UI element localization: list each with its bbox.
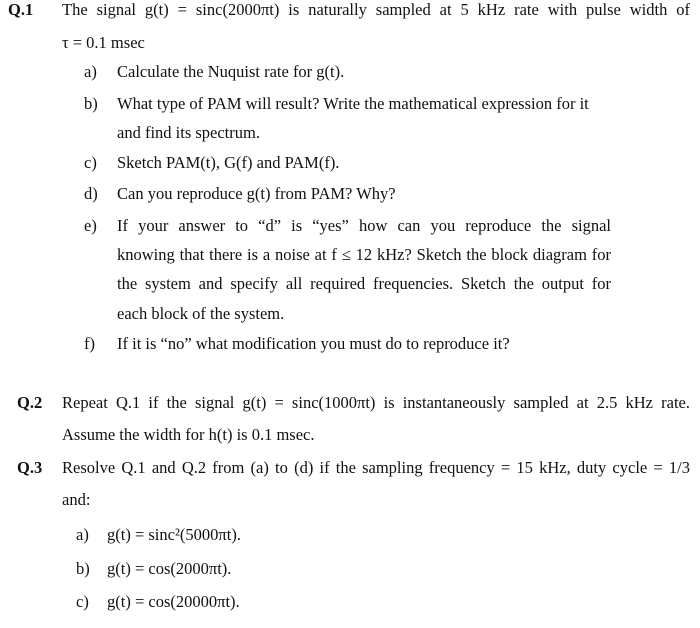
q1-part-b-text-line2: and find its spectrum. bbox=[117, 123, 260, 142]
q2-statement-line2: Assume the width for h(t) is 0.1 msec. bbox=[62, 425, 315, 444]
q1-part-c-label: c) bbox=[84, 153, 97, 172]
q1-part-e-text-line3: the system and specify all required frequencies. Sketch the output for bbox=[117, 274, 611, 293]
q3-item-a-text: g(t) = sinc²(5000πt). bbox=[107, 525, 241, 544]
q1-number: Q.1 bbox=[8, 0, 34, 19]
q1-part-e-label: e) bbox=[84, 216, 97, 235]
q2-statement-line1: Repeat Q.1 if the signal g(t) = sinc(1000πt) is instantaneously sampled at 2.5 kHz rate. bbox=[62, 393, 690, 412]
q3-item-c-label: c) bbox=[76, 592, 89, 611]
q3-item-a-label: a) bbox=[76, 525, 89, 544]
q1-part-e-text-line2: knowing that there is a noise at f ≤ 12 kHz? Sketch the block diagram for bbox=[117, 245, 611, 264]
q1-part-f-label: f) bbox=[84, 334, 95, 353]
q1-part-e-text-line4: each block of the system. bbox=[117, 304, 285, 323]
q3-item-b-label: b) bbox=[76, 559, 90, 578]
q3-statement-line2: and: bbox=[62, 490, 91, 509]
q1-part-d-text: Can you reproduce g(t) from PAM? Why? bbox=[117, 184, 396, 203]
q3-item-c-text: g(t) = cos(20000πt). bbox=[107, 592, 240, 611]
q1-part-c-text: Sketch PAM(t), G(f) and PAM(f). bbox=[117, 153, 340, 172]
q1-statement-line2: τ = 0.1 msec bbox=[62, 33, 145, 52]
q1-part-a-label: a) bbox=[84, 62, 97, 81]
q3-statement-line1: Resolve Q.1 and Q.2 from (a) to (d) if the sampling frequency = 15 kHz, duty cycle = 1/3 bbox=[62, 458, 690, 477]
q1-part-f-text: If it is “no” what modification you must do to reproduce it? bbox=[117, 334, 510, 353]
q1-part-a-text: Calculate the Nuquist rate for g(t). bbox=[117, 62, 345, 81]
q3-item-b-text: g(t) = cos(2000πt). bbox=[107, 559, 232, 578]
q1-part-b-text-line1: What type of PAM will result? Write the mathematical expression for it bbox=[117, 94, 589, 113]
q2-number: Q.2 bbox=[17, 393, 43, 412]
q1-part-d-label: d) bbox=[84, 184, 98, 203]
q1-statement-line1: The signal g(t) = sinc(2000πt) is naturally sampled at 5 kHz rate with pulse width of bbox=[62, 0, 690, 19]
q1-part-e-text-line1: If your answer to “d” is “yes” how can you reproduce the signal bbox=[117, 216, 611, 235]
q3-number: Q.3 bbox=[17, 458, 43, 477]
q1-part-b-label: b) bbox=[84, 94, 98, 113]
